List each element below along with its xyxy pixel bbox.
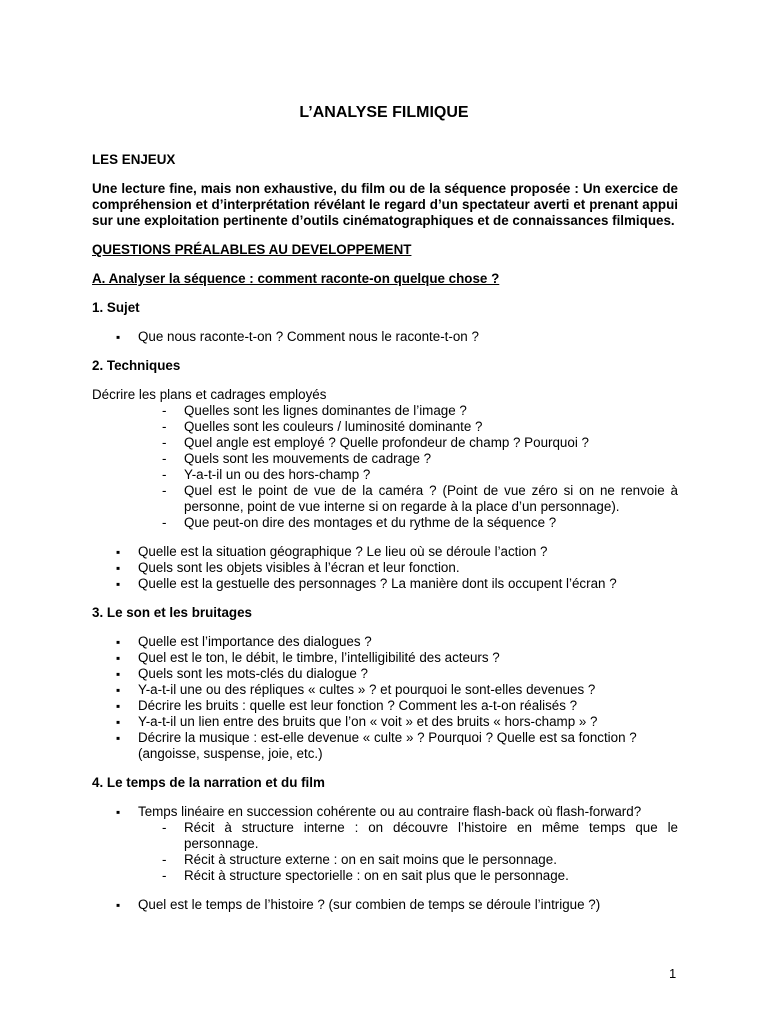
list-item: ▪ Décrire les bruits : quelle est leur fonction ? Comment les a-t-on réalisés ?	[92, 698, 678, 714]
questions-heading: QUESTIONS PRÉALABLES AU DEVELOPPEMENT	[92, 242, 412, 257]
list-item: ▪ Quelle est la gestuelle des personnages ? La manière dont ils occupent l’écran ?	[92, 576, 678, 592]
list-item: ▪ Quels sont les mots-clés du dialogue ?	[92, 666, 678, 682]
list-item: ▪ Y-a-t-il un lien entre des bruits que l’on « voit » et des bruits « hors-champ » ?	[92, 714, 678, 730]
section-a-heading: A. Analyser la séquence : comment raconte-on quelque chose ?	[92, 271, 500, 286]
enjeux-heading: LES ENJEUX	[92, 152, 176, 167]
son-heading: 3. Le son et les bruitages	[92, 605, 252, 620]
enjeux-text: Une lecture fine, mais non exhaustive, du film ou de la séquence proposée : Un exercice de compréhension et d’interprétation révélant le regard d’un spectateur averti et prenant appui sur une exploitation pertinente d’outils cinématographiques et de connaissances filmiques.	[92, 181, 678, 228]
list-item: - Quel est le point de vue de la caméra ? (Point de vue zéro si on ne renvoie à personne, point de vue interne si on regarde à la place d’un personnage).	[92, 483, 678, 515]
list-item: ▪ Que nous raconte-t-on ? Comment nous le raconte-t-on ?	[92, 329, 678, 345]
list-item: - Quelles sont les lignes dominantes de l’image ?	[92, 403, 678, 419]
list-item: ▪ Quels sont les objets visibles à l’écran et leur fonction.	[92, 560, 678, 576]
list-item: - Récit à structure interne : on découvre l’histoire en même temps que le personnage.	[92, 820, 678, 852]
list-item: - Quelles sont les couleurs / luminosité dominante ?	[92, 419, 678, 435]
document-title: L’ANALYSE FILMIQUE	[299, 104, 469, 121]
list-item: ▪ Quel est le temps de l’histoire ? (sur combien de temps se déroule l’intrigue ?)	[92, 897, 678, 913]
list-item: - Quel angle est employé ? Quelle profondeur de champ ? Pourquoi ?	[92, 435, 678, 451]
list-item: ▪ Quel est le ton, le débit, le timbre, l’intelligibilité des acteurs ?	[92, 650, 678, 666]
sujet-heading: 1. Sujet	[92, 300, 140, 315]
techniques-heading: 2. Techniques	[92, 358, 181, 373]
list-item: - Y-a-t-il un ou des hors-champ ?	[92, 467, 678, 483]
list-item: - Quels sont les mouvements de cadrage ?	[92, 451, 678, 467]
techniques-intro: Décrire les plans et cadrages employés	[92, 387, 327, 402]
list-item: ▪ Quelle est la situation géographique ? Le lieu où se déroule l’action ?	[92, 544, 678, 560]
list-item: ▪ Temps linéaire en succession cohérente ou au contraire flash-back où flash-forward?	[92, 804, 678, 820]
temps-heading: 4. Le temps de la narration et du film	[92, 775, 325, 790]
document-body	[92, 152, 678, 913]
list-item: ▪ Décrire la musique : est-elle devenue « culte » ? Pourquoi ? Quelle est sa fonction ? (angoisse, suspense, joie, etc.)	[92, 730, 678, 762]
list-item: - Récit à structure externe : on en sait moins que le personnage.	[92, 852, 678, 868]
list-item: - Récit à structure spectorielle : on en sait plus que le personnage.	[92, 868, 678, 884]
list-item: ▪ Quelle est l’importance des dialogues ?	[92, 634, 678, 650]
list-item: ▪ Y-a-t-il une ou des répliques « cultes » ? et pourquoi le sont-elles devenues ?	[92, 682, 678, 698]
page-number: 1	[669, 966, 677, 981]
list-item: - Que peut-on dire des montages et du rythme de la séquence ?	[92, 515, 678, 531]
